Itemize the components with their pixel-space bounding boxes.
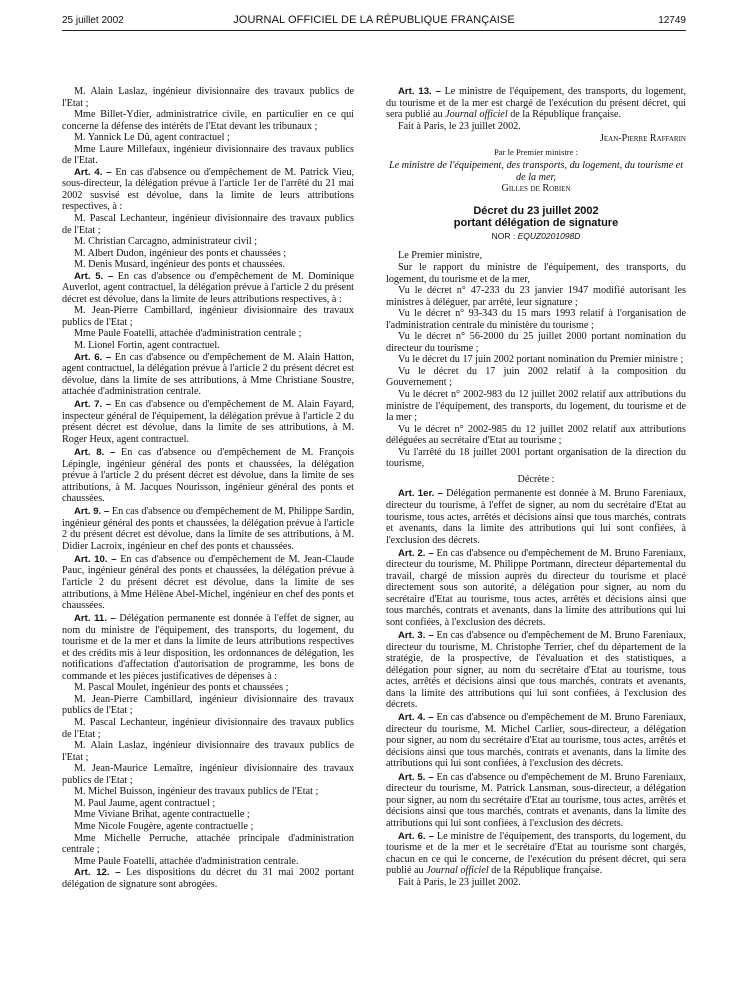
list-item: M. Alain Laslaz, ingénieur divisionnaire des travaux publics de l'Etat ; [62, 740, 354, 763]
header-date: 25 juillet 2002 [62, 15, 124, 26]
article-label: Art. 3. – [398, 629, 434, 641]
article-4 [62, 167, 354, 213]
list-item: M. Jean-Pierre Cambillard, ingénieur divisionnaire des travaux publics de l'Etat ; [62, 305, 354, 328]
preamble-line: Vu le décret n° 2002-985 du 12 juillet 2002 relatif aux attributions déléguées au secrétaire d'Etat au tourisme ; [386, 423, 686, 447]
article-label: Art. 6. – [398, 830, 434, 842]
header-rule [62, 30, 686, 31]
article-text: En cas d'absence ou d'empêchement de M. Dominique Auverlot, agent contractuel, la délégation prévue à l'article 2 du présent décret est dévolue, dans la limite de leurs attributions respectives, à : [62, 270, 354, 305]
article-text: En cas d'absence ou d'empêchement de M. Bruno Fareniaux, directeur du tourisme, M. Christophe Terrier, chef du département de la stratégie, de la prospective, de l'évaluation et des statistiques, a délégation pour signer, au nom du secrétaire d'Etat au tourisme, tous actes, arrêtés et décisions ainsi que tous marchés, contrats et avenants, dans la limite des attributions qui lui sont confiées, à l'exclusion des décrets. [386, 629, 686, 711]
list-item: M. Paul Jaume, agent contractuel ; [74, 797, 216, 809]
article-11-list [62, 682, 354, 867]
article-10 [62, 554, 354, 612]
article-text: de la République française. [488, 865, 603, 877]
article-label: Art. 6. – [74, 351, 112, 363]
journal-officiel-ref: Journal officiel [445, 109, 508, 121]
article-label: Art. 4. – [74, 166, 112, 178]
article-label: Art. 9. – [74, 506, 110, 518]
preamble-line: Vu le décret du 17 juin 2002 relatif à la composition du Gouvernement ; [386, 365, 686, 389]
decree-title-line-1: Décret du 23 juillet 2002 [473, 204, 599, 217]
article-label: Art. 11. – [74, 613, 116, 625]
preamble-line: Le Premier ministre, [398, 250, 483, 262]
par-le-premier-ministre: Par le Premier ministre : [493, 146, 578, 157]
article-text: En cas d'absence ou d'empêchement de M. Jean-Claude Pauc, ingénieur général des ponts et chaussées, la délégation prévue à l'article 2 du présent décret est dévolue, dans la limite de ses attributions, à Mme Hélène Abel-Michel, ingénieur en chef des ponts et chaussées. [62, 553, 355, 612]
decree-title [386, 205, 686, 230]
header-journal-title: JOURNAL OFFICIEL DE LA RÉPUBLIQUE FRANÇAISE [233, 14, 515, 26]
article-label: Art. 2. – [398, 547, 434, 559]
left-column [62, 86, 354, 890]
minister-name: Gilles de Robien [501, 183, 571, 195]
list-item: M. Christian Carcagno, administrateur civil ; [74, 236, 258, 248]
minister-title: Le ministre de l'équipement, des transports, du logement, du tourisme et de la mer, [388, 160, 684, 183]
list-item: M. Alain Laslaz, ingénieur divisionnaire des travaux publics de l'Etat ; [62, 86, 354, 109]
article-5 [62, 271, 354, 306]
list-item: M. Pascal Lechanteur, ingénieur divisionnaire des travaux publics de l'Etat ; [62, 717, 354, 740]
list-item: M. Pascal Lechanteur, ingénieur divisionnaire des travaux publics de l'Etat ; [62, 213, 354, 236]
article-text: Délégation permanente est donnée à l'effet de signer, au nom du ministre de l'équipement, des transports, du logement, du tourisme et de la mer et dans la limite de leurs attributions respectives et des crédits mis à leur disposition, les ordonnances de délégation, les notifications d'affectation d'autorisation de programme, les bons de commande et les pièces justificatives de dépenses à : [62, 613, 355, 682]
list-item: Mme Nicole Fougère, agente contractuelle ; [74, 820, 254, 832]
article-text: En cas d'absence ou d'empêchement de M. François Lépingle, ingénieur général des ponts et chaussées, la délégation prévue à l'article 2 du présent décret est dévolue, dans la limite de ses attributions, à M. Jacques Nourisson, ingénieur général des ponts et chaussées. [62, 446, 354, 505]
article-label: Art. 12. – [74, 867, 121, 879]
article-label: Art. 1er. – [398, 488, 443, 500]
article-text: de la République française. [507, 109, 622, 121]
list-item: M. Yannick Le Dû, agent contractuel ; [74, 132, 230, 144]
list-item: M. Lionel Fortin, agent contractuel. [74, 340, 220, 352]
article-text: Délégation permanente est donnée à M. Bruno Fareniaux, directeur du tourisme, à l'effet de signer, au nom du secrétaire d'Etat au tourisme, tous actes, arrêtés et décisions ainsi que tous marchés, contrats et avenants, dans la limite des attributions qui lui sont confiées, à l'exclusion des décrets. [386, 488, 687, 546]
list-item: Mme Laure Millefaux, ingénieur divisionnaire des travaux publics de l'Etat. [62, 143, 354, 167]
article-text: En cas d'absence ou d'empêchement de M. Alain Fayard, inspecteur général de l'équipement, la délégation prévue à l'article 2 du présent décret est dévolue, dans la limite de ses attributions, à M. Roger Heux, agent contractuel. [62, 399, 354, 445]
article-label: Art. 4. – [398, 712, 434, 724]
decree-article-3 [386, 630, 686, 711]
article-label: Art. 13. – [398, 86, 441, 97]
article-12 [62, 867, 354, 890]
list-item: M. Jean-Maurice Lemaître, ingénieur divisionnaire des travaux publics de l'Etat ; [62, 763, 354, 786]
article-text: En cas d'absence ou d'empêchement de M. Bruno Fareniaux, directeur du tourisme, M. Michel Carlier, sous-directeur, a délégation pour signer, au nom du secrétaire d'Etat au tourisme, tous actes, arrêtés et décisions ainsi que tous marchés, contrats et avenants, dans la limite des attributions qui lui sont confiées, à l'exclusion des décrets. [386, 712, 686, 770]
decree-article-5 [386, 772, 686, 830]
list-item: Mme Billet-Ydier, administratrice civile, en particulier en ce qui concerne la défense des intérêts de l'Etat devant les tribunaux ; [62, 109, 354, 132]
article-label: Art. 5. – [398, 771, 434, 783]
article-text: Les dispositions du décret du 31 mai 2002 portant délégation de signature sont abrogées. [62, 867, 354, 890]
nor-code: EQUZ0201098D [517, 230, 581, 241]
preamble-line: Vu le décret n° 2002-983 du 12 juillet 2002 relatif aux attributions du ministre de l'équipement, des transports, du logement, du tourisme et de la mer ; [386, 389, 686, 424]
nor-label: NOR : [491, 230, 518, 241]
article-text: En cas d'absence ou d'empêchement de M. Alain Hatton, agent contractuel, la délégation prévue à l'article 2 du présent décret est dévolue, dans la limite de ses attributions, à Mme Christiane Soustre, attachée d'administration centrale. [62, 351, 354, 398]
article-label: Art. 5. – [74, 270, 114, 282]
article-6 [62, 352, 354, 398]
left-top-list [62, 86, 354, 167]
list-item: Mme Paule Foatelli, attachée d'administration centrale. [74, 855, 299, 867]
list-item: M. Jean-Pierre Cambillard, ingénieur divisionnaire des travaux publics de l'Etat ; [62, 693, 354, 717]
article-text: Le ministre de l'équipement, des transports, du logement, du tourisme et de la mer et le secrétaire d'Etat au tourisme sont chargés, chacun en ce qui le concerne, de l'exécution du présent décret, qui sera publié au [386, 830, 686, 877]
article-7 [62, 399, 354, 445]
preamble-line: Vu le décret n° 56-2000 du 25 juillet 2000 portant nomination du directeur du tourisme ; [386, 331, 686, 354]
preamble-line: Vu l'arrêté du 18 juillet 2001 portant organisation de la direction du tourisme, [386, 446, 686, 470]
preamble-line: Vu le décret n° 47-233 du 23 janvier 1947 modifié autorisant les ministres à déléguer, par arrêté, leur signature ; [386, 285, 686, 308]
signatory-name: Jean-Pierre Raffarin [600, 133, 686, 145]
article-9 [62, 506, 354, 552]
article-8 [62, 447, 354, 505]
preamble-line: Sur le rapport du ministre de l'équipement, des transports, du logement, du tourisme et de la mer, [386, 262, 686, 285]
list-item: M. Albert Dudon, ingénieur des ponts et chaussées ; [74, 247, 287, 259]
decree-title-line-2: portant délégation de signature [453, 217, 619, 230]
decree-article-4 [386, 712, 686, 770]
article-text: En cas d'absence ou d'empêchement de M. Bruno Fareniaux, directeur du tourisme, M. Philippe Portmann, directeur départemental du travail, chargé de mission auprès du directeur du tourisme et placé directement sous son autorité, a délégation pour signer, au nom du secrétaire d'Etat au tourisme, tous actes, arrêtés et décisions ainsi que tous marchés, contrats et avenants, dans la limite des attributions qui lui sont confiées, à l'exclusion des décrets. [386, 547, 686, 628]
decree-article-2 [386, 548, 686, 629]
decree-article-6 [386, 831, 686, 877]
decrete-heading: Décrète : [517, 473, 555, 485]
article-label: Art. 8. – [74, 446, 116, 458]
list-item: M. Denis Musard, ingénieur des ponts et chaussées. [74, 259, 286, 271]
nor-reference [386, 231, 686, 243]
article-13 [386, 86, 686, 121]
list-item: Mme Viviane Brihat, agente contractuelle ; [74, 809, 250, 821]
article-text: En cas d'absence ou d'empêchement de M. Bruno Fareniaux, directeur du tourisme, M. Patrick Lansman, sous-directeur, a délégation pour signer, au nom du secrétaire d'Etat au tourisme, tous actes, arrêtés et décisions ainsi que tous marchés, contrats et avenants, dans la limite des attributions qui lui sont confiées, à l'exclusion des décrets. [386, 771, 686, 829]
article-4-list [62, 213, 354, 271]
list-item: M. Pascal Moulet, ingénieur des ponts et chaussées ; [74, 682, 289, 694]
article-5-list [62, 305, 354, 351]
list-item: Mme Paule Foatelli, attachée d'administration centrale ; [74, 328, 302, 340]
decree-article-1 [386, 488, 686, 546]
article-11 [62, 613, 354, 682]
decree-preamble [386, 250, 686, 469]
article-text: En cas d'absence ou d'empêchement de M. Philippe Sardin, ingénieur général des ponts et chaussées, la délégation prévue à l'article 2 du présent décret est dévolue, dans la limite de ses attributions, à M. Didier Lacroix, ingénieur en chef des ponts et chaussées. [62, 506, 354, 552]
article-text: Le ministre de l'équipement, des transports, du logement, du tourisme et de la mer est chargé de l'exécution du présent décret, qui sera publié au [386, 86, 686, 121]
preamble-line: Vu le décret n° 93-343 du 15 mars 1993 relatif à l'organisation de l'administration centrale du ministère du tourisme ; [386, 308, 686, 331]
header-page-number: 12749 [658, 15, 686, 26]
list-item: Mme Michelle Perruche, attachée principale d'administration centrale ; [62, 832, 354, 856]
right-column [386, 86, 686, 889]
page-header [62, 14, 686, 30]
article-label: Art. 10. – [74, 553, 117, 565]
article-label: Art. 7. – [74, 399, 112, 411]
list-item: M. Michel Buisson, ingénieur des travaux publics de l'Etat ; [74, 786, 319, 798]
preamble-line: Vu le décret du 17 juin 2002 portant nomination du Premier ministre ; [398, 354, 684, 366]
fait-a-paris: Fait à Paris, le 23 juillet 2002. [398, 120, 521, 132]
article-text: En cas d'absence ou d'empêchement de M. Patrick Vieu, sous-directeur, la délégation prévue à l'article 1er de l'arrêté du 21 mai 2002 susvisé est dévolue, dans la limite de leurs attributions respectives, à : [62, 166, 354, 213]
fait-a-paris: Fait à Paris, le 23 juillet 2002. [398, 876, 521, 888]
journal-officiel-ref: Journal officiel [426, 865, 489, 877]
